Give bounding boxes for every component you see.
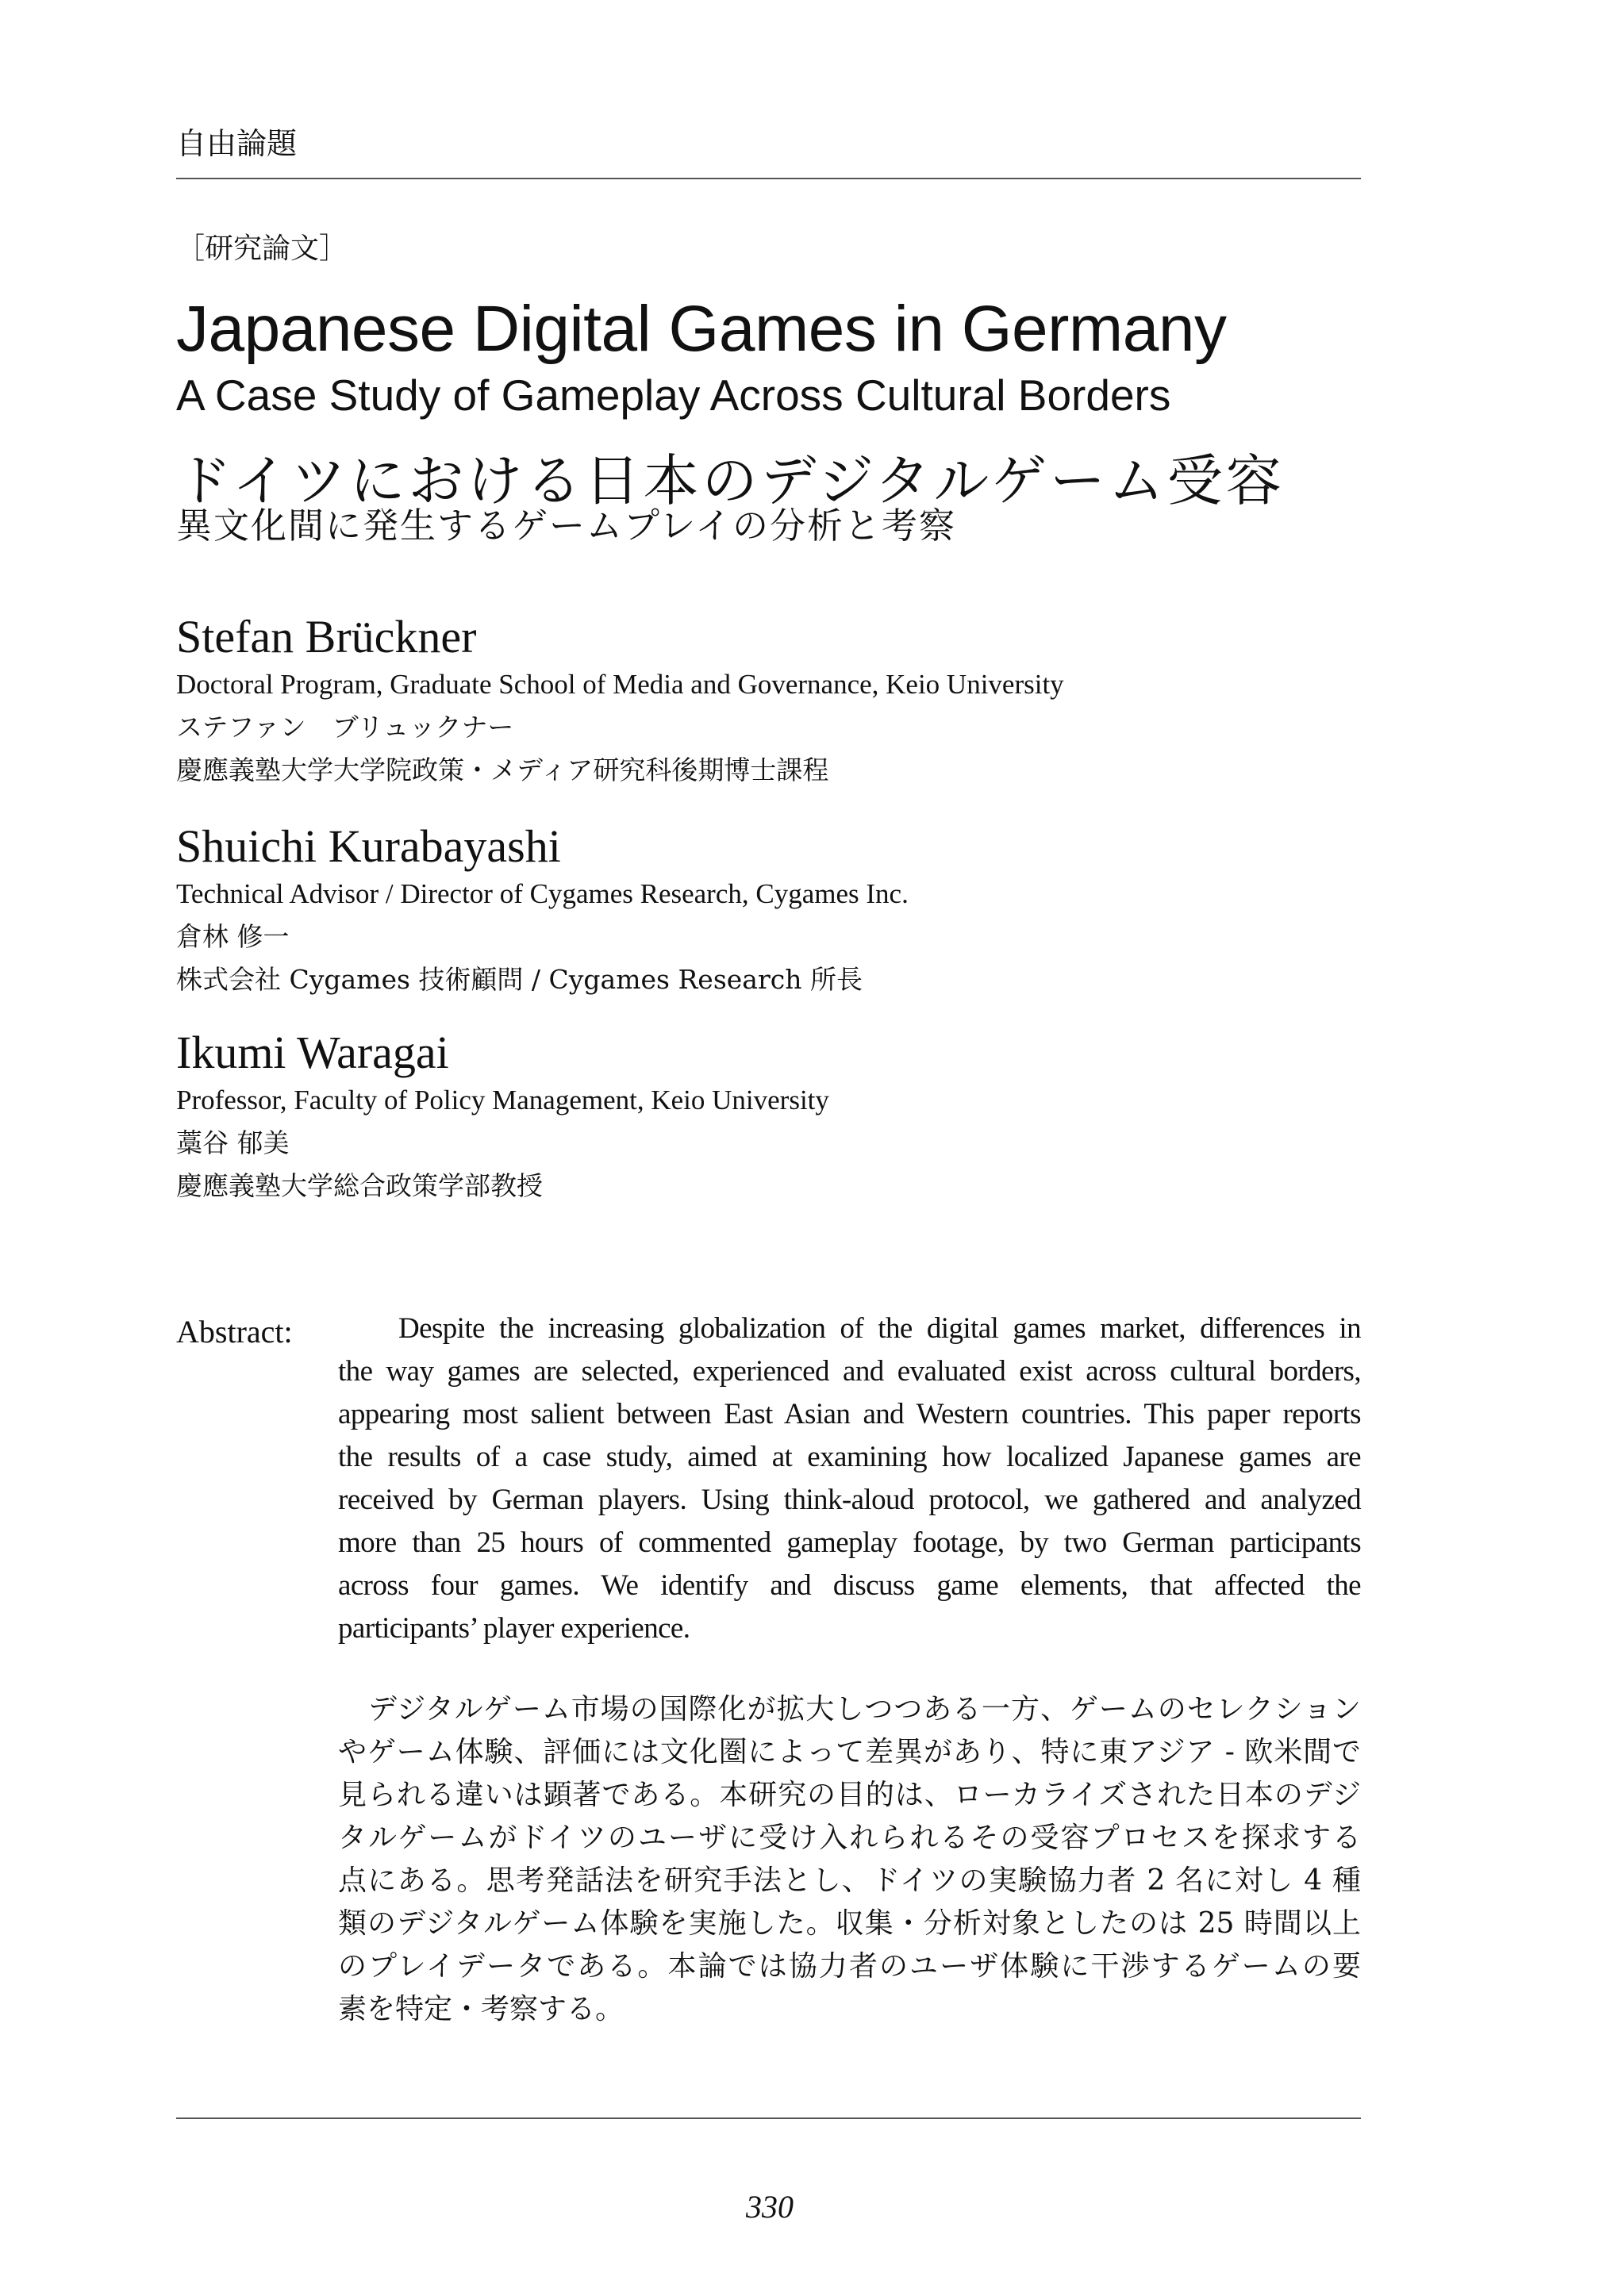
abstract-line: received by German players. Using think-aloud protocol, we gathered and analyzed — [338, 1484, 1361, 1516]
author-name-ja: 倉林 修一 — [176, 921, 290, 952]
author-affiliation-ja: 慶應義塾大学総合政策学部教授 — [176, 1170, 543, 1201]
section-header: 自由論題 — [176, 128, 298, 161]
author-name: Ikumi Waragai — [176, 1027, 449, 1078]
abstract-line: デジタルゲーム市場の国際化が拡大しつつある一方、ゲームのセレクション — [368, 1693, 1361, 1726]
english-subtitle: A Case Study of Gameplay Across Cultural Borders — [176, 371, 1171, 420]
abstract-line: the results of a case study, aimed at examining how localized Japanese games are — [338, 1441, 1361, 1473]
author-block — [176, 820, 909, 1001]
author-name-ja: 藁谷 郁美 — [176, 1127, 290, 1158]
abstract-line: more than 25 hours of commented gameplay footage, by two German participants — [338, 1526, 1361, 1559]
abstract-line: 見られる違いは顕著である。本研究の目的は、ローカライズされた日本のデジ — [338, 1779, 1361, 1811]
abstract-english — [338, 1307, 1361, 1650]
abstract-line: 類のデジタルゲーム体験を実施した。収集・分析対象としたのは 25 時間以上 — [338, 1907, 1361, 1940]
article-type: ［研究論文］ — [176, 232, 348, 264]
abstract-japanese — [338, 1688, 1361, 2031]
author-name: Shuichi Kurabayashi — [176, 820, 561, 872]
abstract-line: Despite the increasing globalization of the digital games market, differences in — [398, 1312, 1361, 1345]
abstract-label: Abstract: — [176, 1314, 293, 1350]
author-name: Stefan Brückner — [176, 611, 477, 662]
abstract-line: 点にある。思考発話法を研究手法とし、ドイツの実験協力者 2 名に対し 4 種 — [338, 1864, 1361, 1897]
abstract-line: のプレイデータである。本論では協力者のユーザ体験に干渉するゲームの要 — [338, 1950, 1361, 1983]
abstract-line: across four games. We identify and discuss game elements, that affected the — [338, 1569, 1361, 1602]
abstract-line: タルゲームがドイツのユーザに受け入れられるその受容プロセスを探求する — [338, 1822, 1361, 1854]
page-number: 330 — [746, 2189, 794, 2225]
japanese-subtitle: 異文化間に発生するゲームプレイの分析と考察 — [176, 505, 956, 547]
abstract-line: participants’ player experience. — [338, 1612, 690, 1645]
abstract-line: 素を特定・考察する。 — [338, 1993, 625, 2025]
author-affiliation-ja: 株式会社 Cygames 技術顧問 / Cygames Research 所長 — [176, 964, 863, 995]
author-name-ja: ステファン ブリュックナー — [176, 712, 514, 743]
abstract-line: appearing most salient between East Asian and Western countries. This paper reports — [338, 1398, 1361, 1430]
author-affiliation: Professor, Faculty of Policy Management, Keio University — [176, 1085, 829, 1115]
header-rule — [176, 178, 1361, 179]
author-affiliation-ja: 慶應義塾大学大学院政策・メディア研究科後期博士課程 — [176, 754, 829, 785]
author-affiliation: Technical Advisor / Director of Cygames Research, Cygames Inc. — [176, 878, 909, 909]
author-block — [176, 1027, 829, 1208]
author-affiliation: Doctoral Program, Graduate School of Media and Governance, Keio University — [176, 669, 1064, 700]
abstract-line: やゲーム体験、評価には文化圏によって差異があり、特に東アジア - 欧米間で — [338, 1736, 1361, 1768]
author-block — [176, 611, 1064, 792]
footer-rule — [176, 2117, 1361, 2119]
english-title: Japanese Digital Games in Germany — [176, 293, 1227, 365]
japanese-title: ドイツにおける日本のデジタルゲーム受容 — [176, 448, 1285, 513]
abstract-line: the way games are selected, experienced and evaluated exist across cultural borders, — [338, 1355, 1361, 1388]
